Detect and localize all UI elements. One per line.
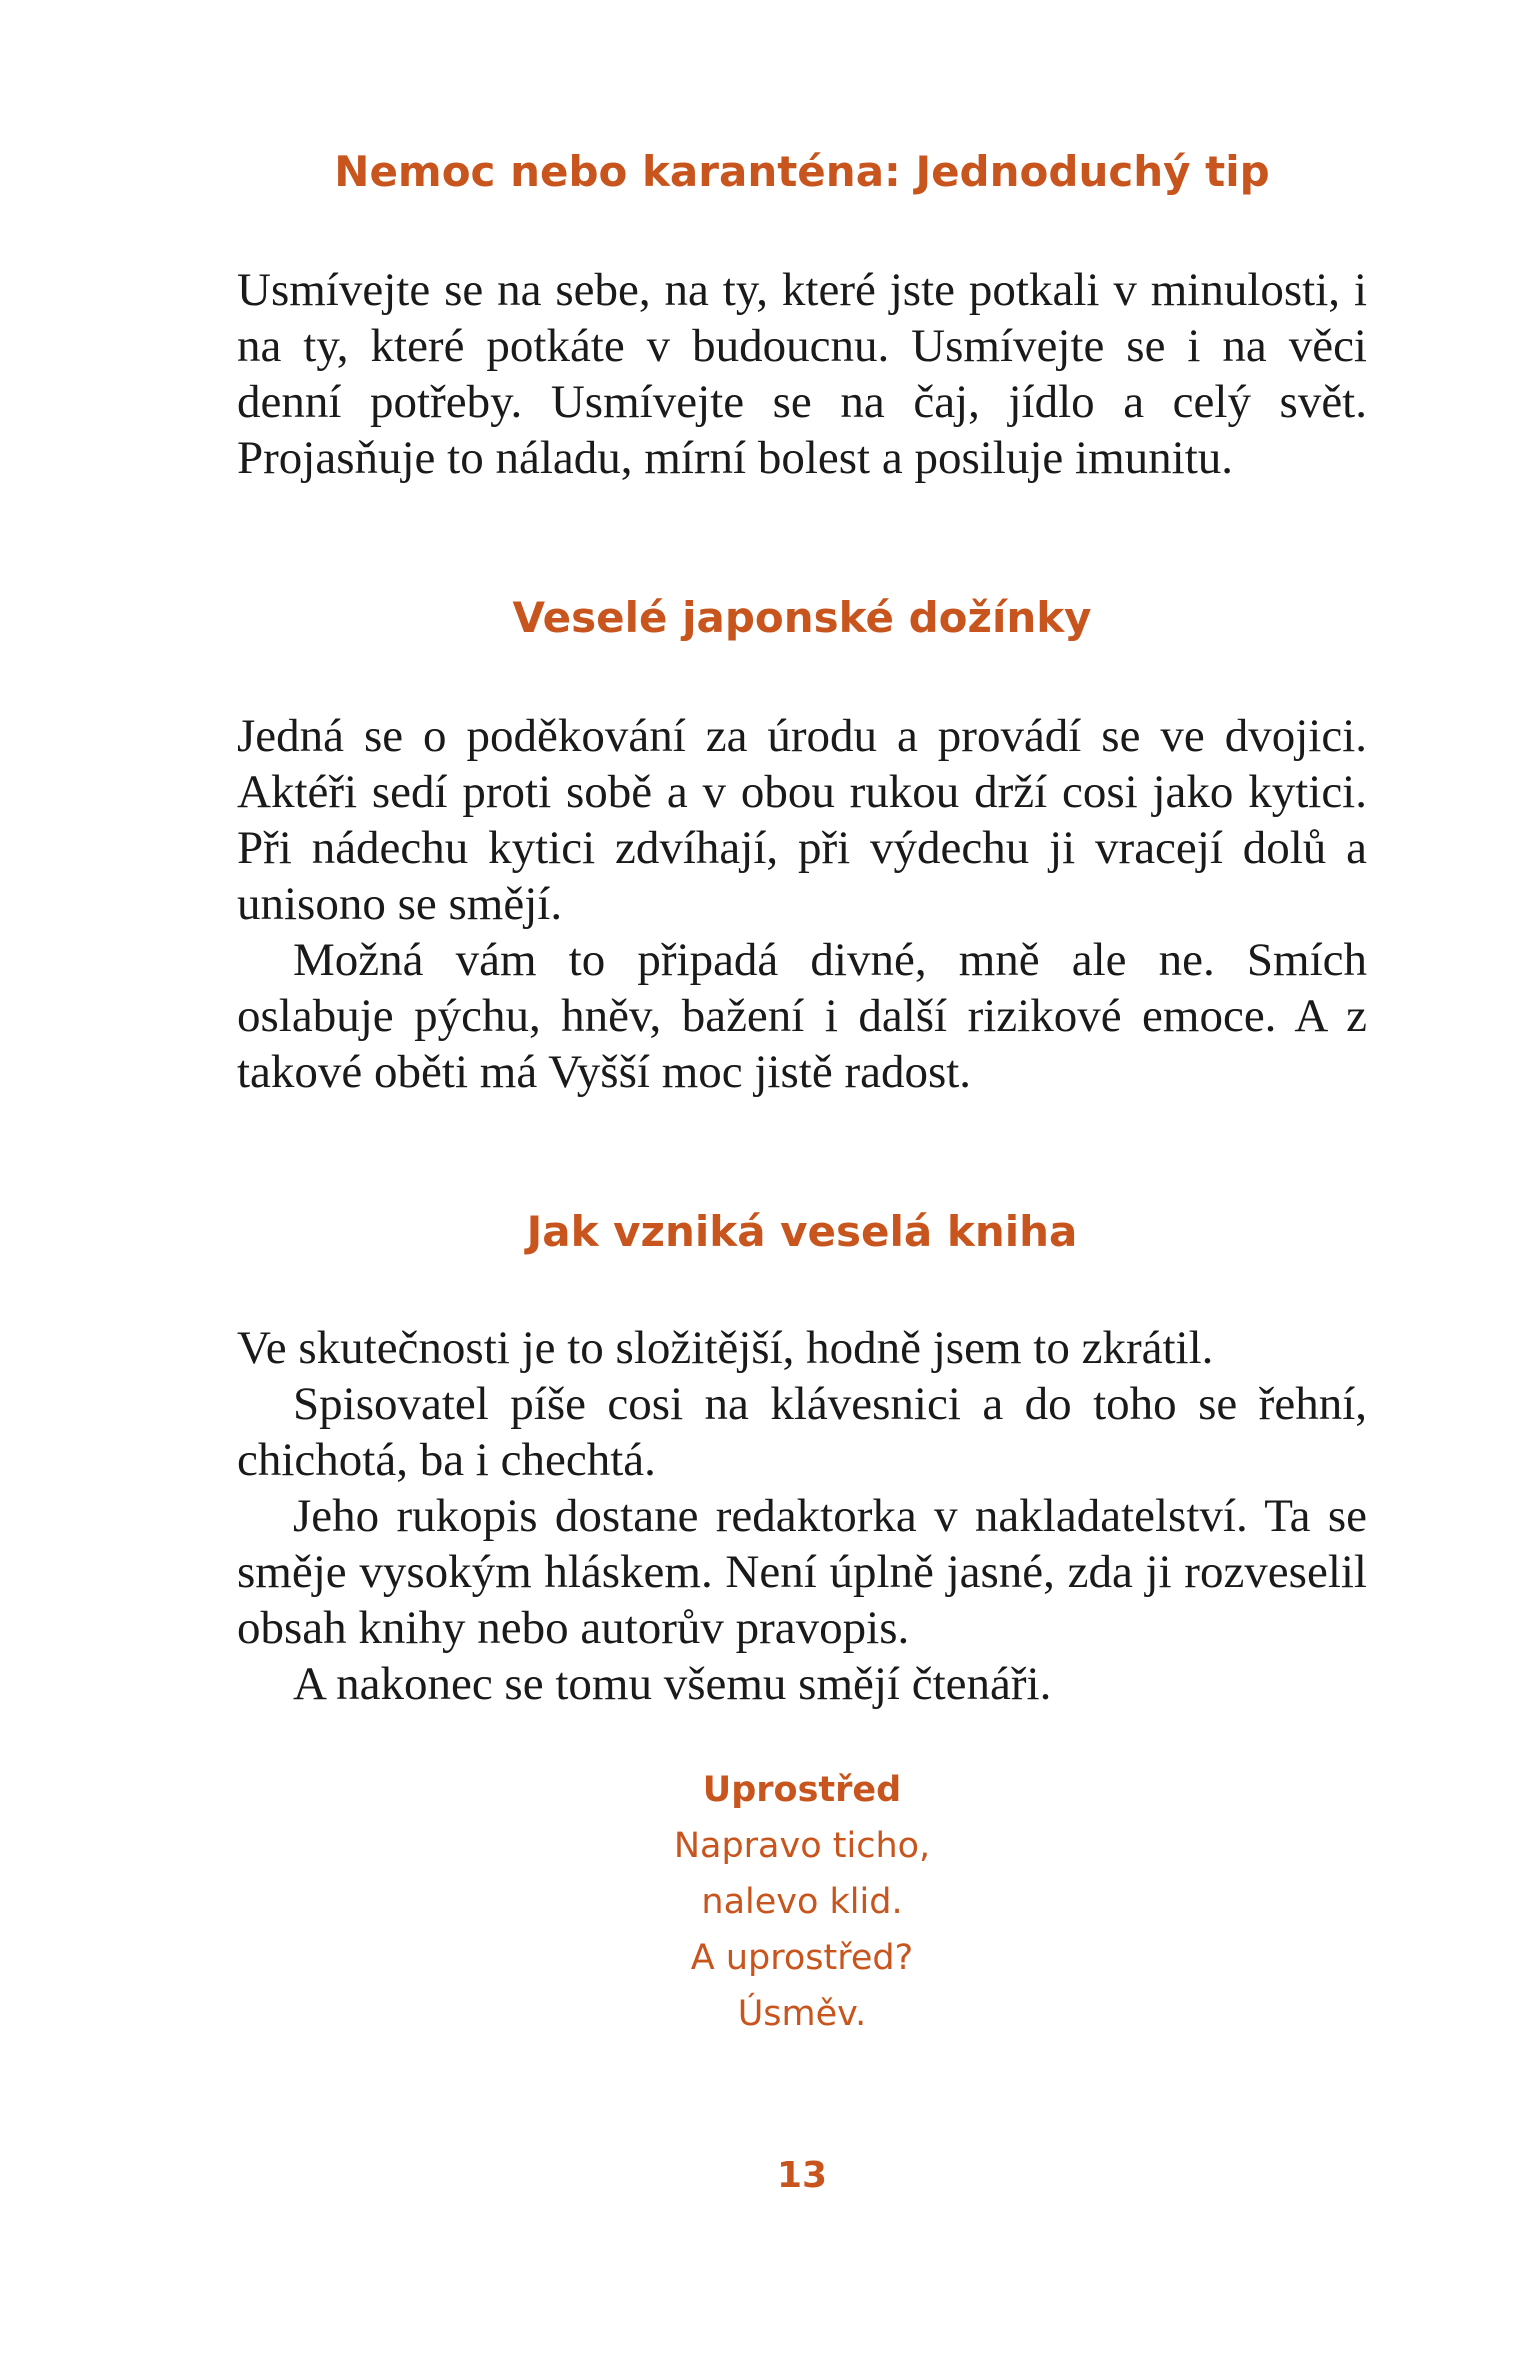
paragraph-book-writer: Spisovatel píše cosi na klávesnici a do toho se řehní, chichotá, ba i chechtá.	[237, 1378, 1367, 1486]
paragraph-smile-tip: Usmívejte se na sebe, na ty, které jste potkali v minulosti, i na ty, které potkáte v budoucnu. Usmívejte se i na věci denní potřeby. Usmívejte se na čaj, jídlo a celý svět. Projasňuje to náladu, mírní bolest a posiluje imunitu.	[237, 264, 1367, 484]
poem-line: nalevo klid.	[701, 1882, 903, 1922]
paragraph-book-readers: A nakonec se tomu všemu smějí čtenáři.	[293, 1658, 1052, 1710]
paragraph-harvest-ritual: Jedná se o poděkování za úrodu a provádí se ve dvojici. Aktéři sedí proti sobě a v obou rukou drží cosi jako kytici. Při nádechu kytici zdvíhají, při výdechu ji vracejí dolů a unisono se smějí.	[237, 710, 1367, 930]
section-title-harvest: Veselé japonské dožínky	[512, 593, 1092, 642]
poem-title: Uprostřed	[702, 1770, 902, 1810]
section-title-illness: Nemoc nebo karanténa: Jednoduchý tip	[334, 147, 1270, 196]
section-title-funny-book: Jak vzniká veselá kniha	[526, 1207, 1078, 1256]
paragraph-book-intro: Ve skutečnosti je to složitější, hodně jsem to zkrátil.	[237, 1322, 1214, 1374]
poem-line: A uprostřed?	[690, 1938, 914, 1978]
poem-line: Úsměv.	[737, 1994, 867, 2034]
paragraph-book-editor: Jeho rukopis dostane redaktorka v nakladatelství. Ta se směje vysokým hláskem. Není úplně jasné, zda ji rozveselil obsah knihy nebo autorův pravopis.	[237, 1490, 1367, 1654]
paragraph-harvest-emotions: Možná vám to připadá divné, mně ale ne. Smích oslabuje pýchu, hněv, bažení i další rizikové emoce. A z takové oběti má Vyšší moc jistě radost.	[237, 934, 1367, 1098]
page-number: 13	[776, 2155, 828, 2196]
poem-line: Napravo ticho,	[673, 1826, 931, 1866]
poem	[237, 1762, 1367, 2042]
